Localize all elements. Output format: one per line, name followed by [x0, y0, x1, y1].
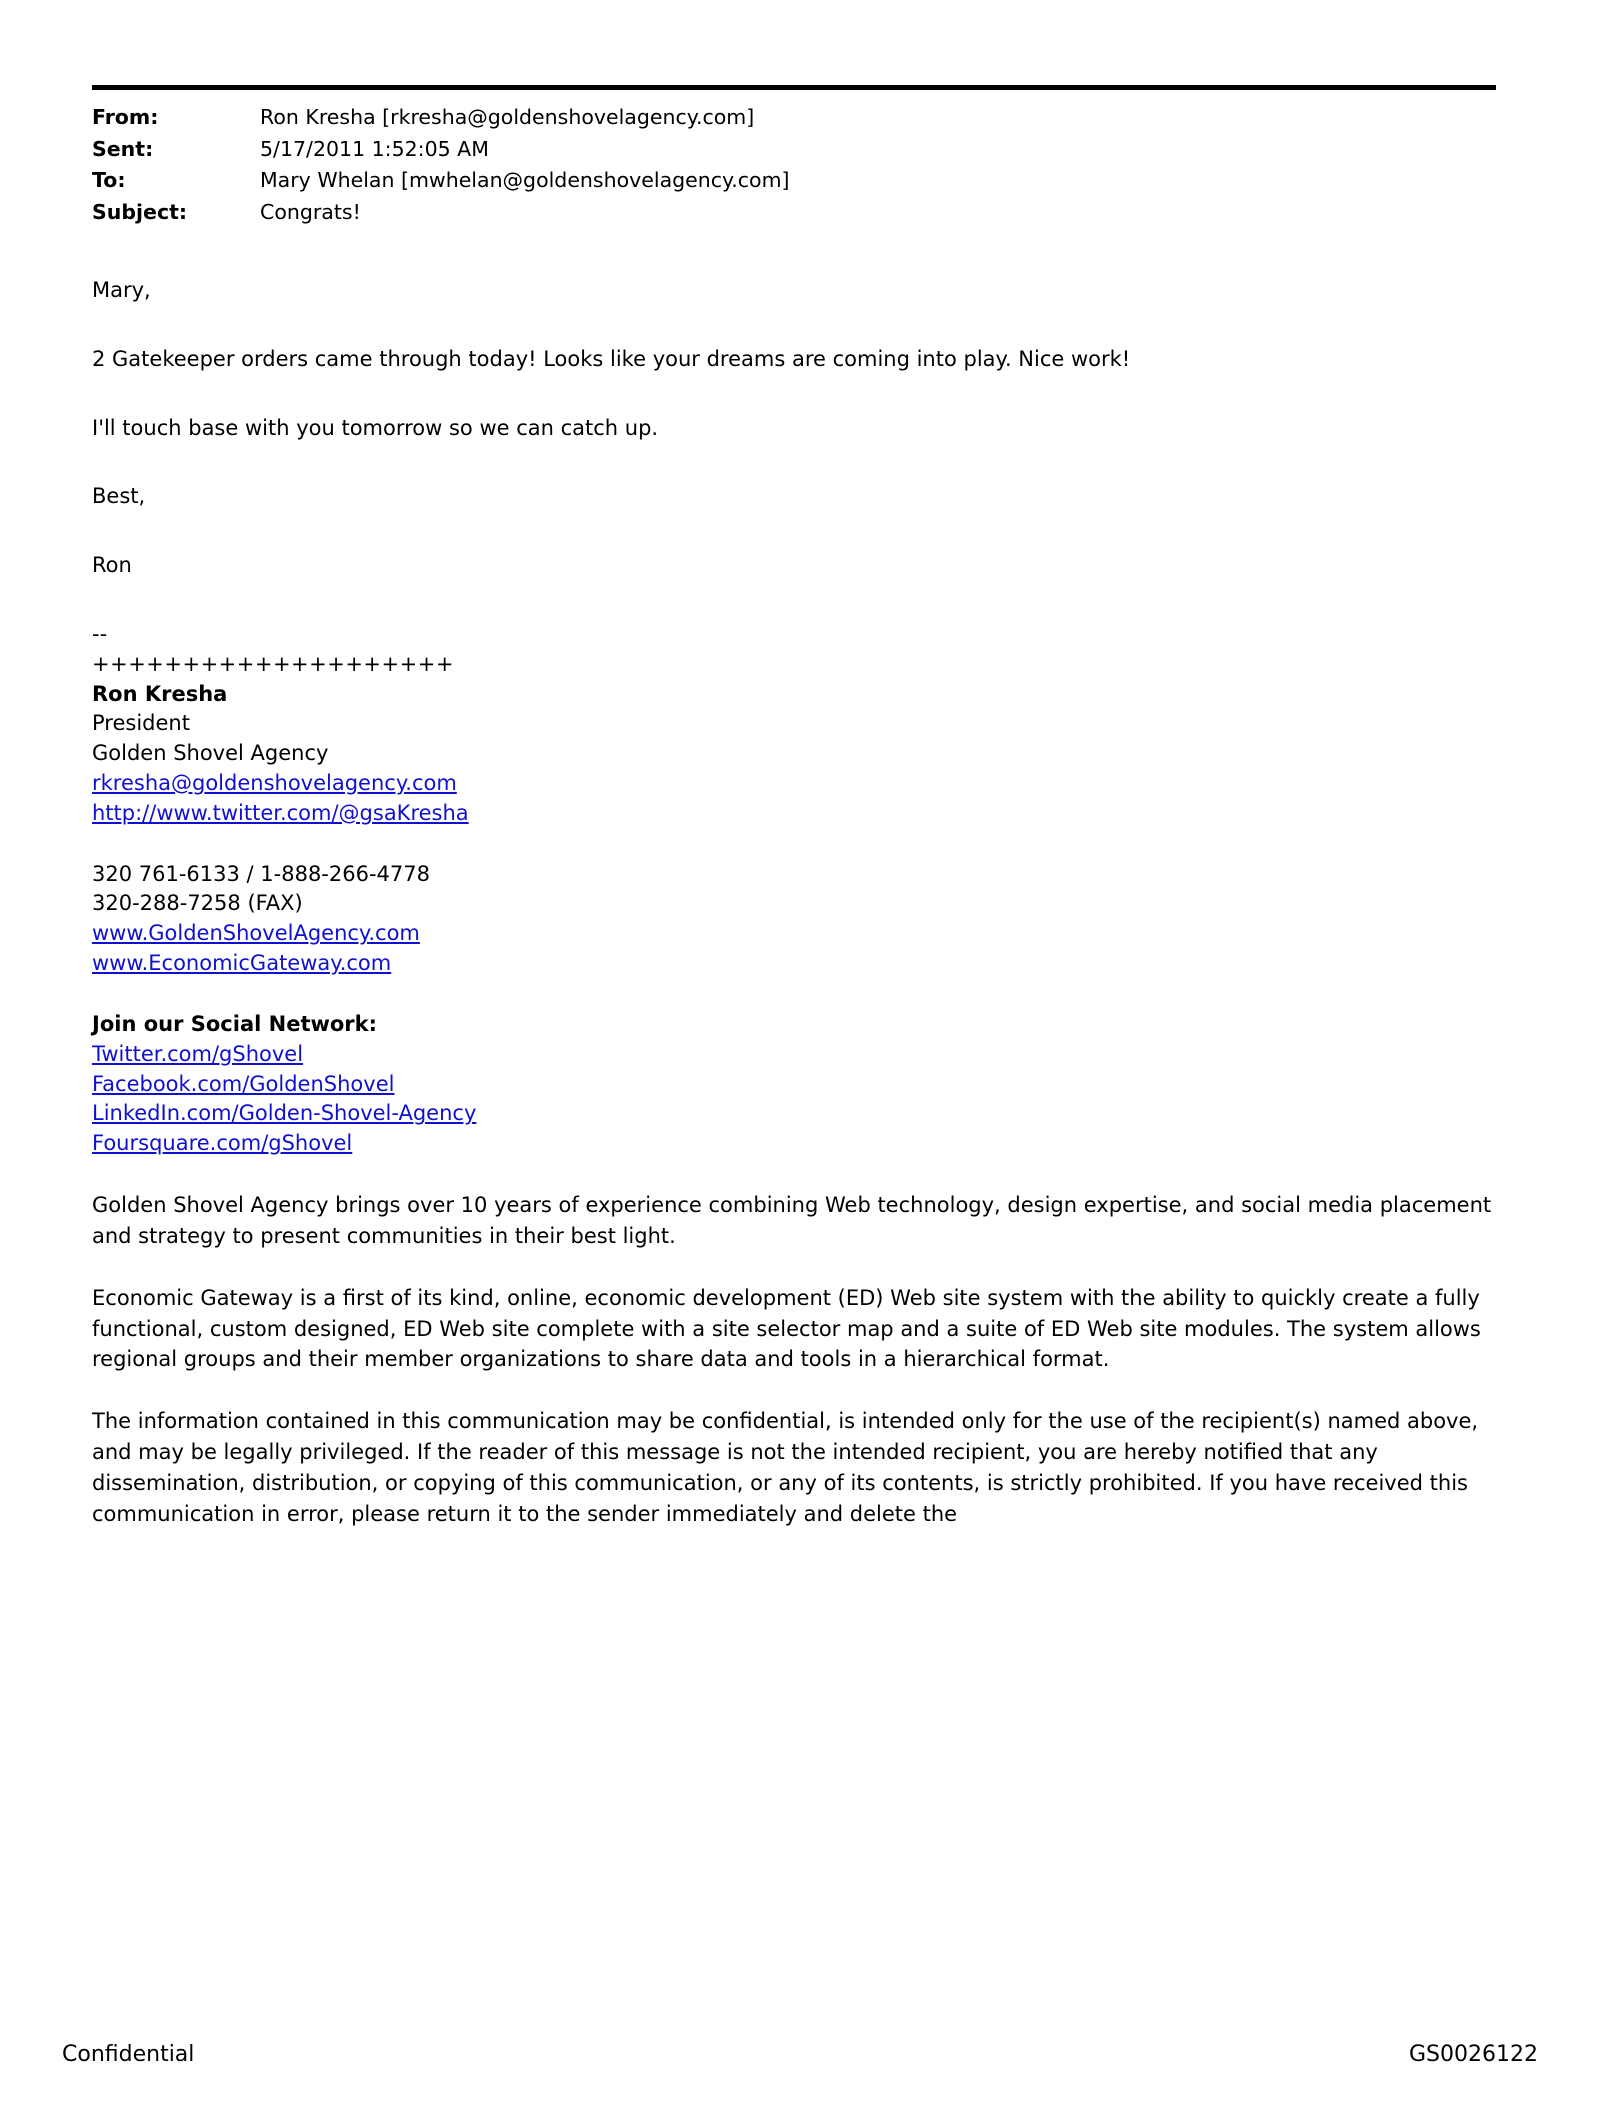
- spacer-before-blurb: [92, 1159, 1507, 1190]
- header-row-sent: [92, 135, 790, 167]
- header-value-sent: 5/17/2011 1:52:05 AM: [260, 136, 489, 161]
- header-row-to: [92, 166, 790, 198]
- signature-twitter-link[interactable]: http://www.twitter.com/@gsaKresha: [92, 800, 469, 825]
- signature-fax: 320-288-7258 (FAX): [92, 891, 303, 916]
- signature-phone: 320 761-6133 / 1-888-266-4778: [92, 861, 430, 886]
- page-footer: [62, 2042, 1538, 2067]
- product-blurb: Economic Gateway is a first of its kind, online, economic development (ED) Web site system with the ability to quickly create a fully functional, custom designed, ED Web site complete with a site selector map and a suite of ED Web site modules. The system allows regional groups and their member organizations to share data and tools in a hierarchical format.: [92, 1285, 1481, 1372]
- signature-first-name: Ron: [92, 553, 132, 578]
- social-network-heading: Join our Social Network:: [92, 1011, 378, 1036]
- signature-plus-divider: ++++++++++++++++++++: [92, 651, 454, 676]
- header-label-from-text: From: [92, 105, 151, 129]
- signature-email-link[interactable]: rkresha@goldenshovelagency.com: [92, 771, 457, 795]
- header-divider: [92, 85, 1496, 90]
- signature-company: Golden Shovel Agency: [92, 741, 329, 766]
- body-paragraph-1: 2 Gatekeeper orders came through today! Looks like your dreams are coming into play. Nice work!: [92, 346, 1131, 371]
- header-label-sent: Sent:: [92, 136, 154, 161]
- email-header-table: [92, 103, 790, 230]
- social-link-twitter[interactable]: Twitter.com/gShovel: [92, 1041, 304, 1066]
- header-label-sent-text: Sent: [92, 136, 146, 161]
- body-paragraph-2: I'll touch base with you tomorrow so we can catch up.: [92, 415, 659, 440]
- social-link-linkedin[interactable]: LinkedIn.com/Golden-Shovel-Agency: [92, 1101, 477, 1126]
- header-label-to-text: To: [92, 168, 118, 193]
- social-link-foursquare[interactable]: Foursquare.com/gShovel: [92, 1131, 353, 1156]
- spacer-before-disclaimer: [92, 1375, 1507, 1406]
- footer-confidential-label: Confidential: [62, 2042, 195, 2067]
- signature-name: Ron Kresha: [92, 681, 228, 706]
- signature-title: President: [92, 711, 190, 736]
- email-body: [92, 276, 1507, 1530]
- signature-site-link-2[interactable]: www.EconomicGateway.com: [92, 951, 392, 976]
- signature-block: [92, 620, 1507, 1159]
- company-blurb: Golden Shovel Agency brings over 10 years of experience combining Web technology, design expertise, and social media placement and strategy to present communities in their best light.: [92, 1192, 1492, 1248]
- signature-spacer-1: [92, 829, 1507, 860]
- greeting-line: Mary,: [92, 277, 151, 302]
- confidentiality-disclaimer: The information contained in this communication may be confidential, is intended only for the use of the recipient(s) named above, and may be legally privileged. If the reader of this message is not the intended recipient, you are hereby notified that any dissemination, distribution, or copying of this communication, or any of its contents, is strictly prohibited. If you have received this communication in error, please return it to the sender immediately and delete the: [92, 1409, 1479, 1526]
- header-label-to: To:: [92, 168, 126, 193]
- signature-dashes: --: [92, 621, 108, 646]
- header-label-from: From:: [92, 105, 159, 129]
- social-link-facebook[interactable]: Facebook.com/GoldenShovel: [92, 1071, 395, 1096]
- header-value-to: Mary Whelan [mwhelan@goldenshovelagency.com]: [260, 168, 790, 193]
- header-label-subject: Subject:: [92, 200, 188, 225]
- header-label-subject-text: Subject: [92, 200, 179, 225]
- closing-line: Best,: [92, 484, 146, 509]
- spacer-before-product: [92, 1252, 1507, 1283]
- email-content: [92, 85, 1507, 1530]
- header-value-subject: Congrats!: [260, 200, 361, 225]
- signature-spacer-2: [92, 979, 1507, 1010]
- header-row-from: [92, 103, 790, 135]
- signature-site-link-1[interactable]: www.GoldenShovelAgency.com: [92, 921, 420, 946]
- footer-bates-number: GS0026122: [1409, 2042, 1538, 2067]
- header-value-from: Ron Kresha [rkresha@goldenshovelagency.com]: [260, 105, 755, 129]
- header-row-subject: [92, 198, 790, 230]
